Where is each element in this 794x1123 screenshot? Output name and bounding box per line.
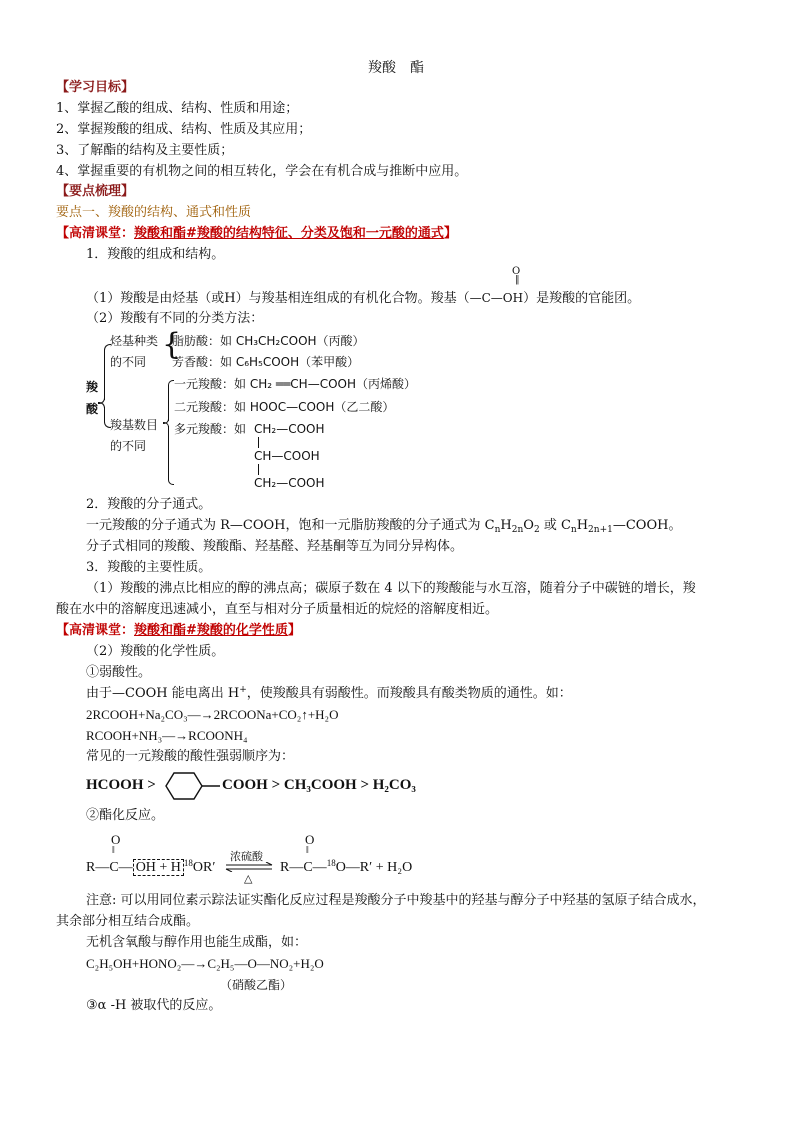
section-points-heading: 【要点梳理】 (56, 184, 135, 199)
eq-oxygen: O (305, 832, 315, 847)
formula-hcooh: HCOOH > (86, 777, 156, 793)
class-root: 羧酸 (86, 380, 99, 416)
class-item: 多元羧酸：如 (174, 422, 247, 436)
equation-label: （硝酸乙酯） (220, 978, 293, 992)
list-marker: ①弱酸性。 (86, 665, 152, 680)
carboxyl-group: —C—OH (469, 291, 524, 305)
class-item: 脂肪酸：如 CH₃CH₂COOH（丙酸） (172, 334, 365, 348)
class-label: 烃基种类 (110, 334, 159, 348)
hd-class-note-2: 【高清课堂：羧酸和酯#羧酸的化学性质】 (56, 623, 301, 638)
carbonyl-oxygen: O (512, 266, 521, 277)
benzene-ring-icon (158, 770, 222, 802)
double-bond-mark: ‖ (515, 275, 520, 285)
hd-class-link-1[interactable]: 羧酸和酯#羧酸的结构特征、分类及饱和一元酸的通式 (134, 226, 444, 241)
brace-small: { (162, 327, 182, 362)
paragraph: （1）羧酸是由烃基（或H）与羧基相连组成的有机化合物。羧基（—C—OH）是羧酸的官能团。 (86, 291, 641, 306)
paragraph: 分子式相同的羧酸、羧酸酯、羟基醛、羟基酮等互为同分异构体。 (86, 539, 464, 554)
class-item: CH₂—COOH (254, 476, 325, 490)
eq-condition: △ (244, 873, 253, 885)
list-marker: ③α -H 被取代的反应。 (86, 998, 222, 1013)
equation: RCOOH+NH₃—→RCOONH₄ (86, 728, 248, 743)
paragraph: 其余部分相互结合成酯。 (56, 914, 200, 929)
class-item: CH₂—COOH (254, 422, 325, 436)
reversible-arrow-icon (224, 862, 274, 872)
goal-item: 1、掌握乙酸的组成、结构、性质和用途； (56, 101, 299, 116)
section-goals-heading: 【学习目标】 (56, 80, 135, 95)
eq-oxygen: O (111, 832, 121, 847)
formula-acids: COOH > CH₃COOH > H₂CO₃ (222, 777, 416, 793)
hd-class-link-2[interactable]: 羧酸和酯#羧酸的化学性质 (134, 623, 288, 638)
class-item: 芳香酸：如 C₆H₅COOH（苯甲酸） (172, 355, 360, 369)
class-label: 羧基数目 (110, 418, 159, 432)
goal-item: 3、了解酯的结构及主要性质； (56, 143, 234, 158)
paragraph: 常见的一元羧酸的酸性强弱顺序为： (86, 749, 295, 764)
paragraph: 由于—COOH 能电离出 H+，使羧酸具有弱酸性。而羧酸具有酸类物质的通性。如： (86, 685, 572, 701)
paragraph: 酸在水中的溶解度迅速减小，直至与相对分子质量相近的烷烃的溶解度相近。 (56, 602, 499, 617)
class-item: 一元羧酸：如 CH₂ ══CH—COOH（丙烯酸） (174, 377, 416, 391)
paragraph: 无机含氧酸与醇作用也能生成酯，如： (86, 935, 308, 950)
equation: 2RCOOH+Na₂CO₃—→2RCOONa+CO₂↑+H₂O (86, 707, 339, 722)
class-item: CH—COOH (254, 449, 320, 463)
subheading: 3．羧酸的主要性质。 (86, 560, 212, 575)
goal-item: 2、掌握羧酸的组成、结构、性质及其应用； (56, 122, 312, 137)
class-label: 的不同 (110, 439, 147, 453)
paragraph: 一元羧酸的分子通式为 R—COOH，饱和一元脂肪羧酸的分子通式为 $C_nH_{2n}O_2$ 或 $C_nH_{2n+1}—COOH$。 (86, 518, 682, 535)
double-bond-mark: ‖ (112, 845, 115, 856)
paragraph: （1）羧酸的沸点比相应的醇的沸点高；碳原子数在 4 以下的羧酸能与水互溶，随着分子中碳链的增长，羧 (86, 581, 696, 596)
eq-condition: 浓硫酸 (230, 851, 263, 863)
subheading: 2．羧酸的分子通式。 (86, 497, 212, 512)
paragraph: （2）羧酸的化学性质。 (86, 644, 225, 659)
class-item: 二元羧酸：如 HOOC—COOH（乙二酸） (174, 400, 395, 414)
list-marker: ②酯化反应。 (86, 808, 165, 823)
class-label: 的不同 (110, 355, 147, 369)
point1-heading: 要点一、羧酸的结构、通式和性质 (56, 205, 252, 220)
page-title: 羧酸 酯 (368, 60, 424, 76)
hd-class-note-1: 【高清课堂：羧酸和酯#羧酸的结构特征、分类及饱和一元酸的通式】 (56, 226, 457, 241)
paragraph: （2）羧酸有不同的分类方法： (86, 311, 264, 326)
eq-product: R—C—$^{18}$O—R′ + H₂O (280, 858, 413, 875)
equation: C₂H₅OH+HONO₂—→C₂H₅—O—NO₂+H₂O (86, 956, 324, 971)
goal-item: 4、掌握重要的有机物之间的相互转化，学会在有机合成与推断中应用。 (56, 164, 468, 179)
paragraph: 注意: 可以用同位素示踪法证实酯化反应过程是羧酸分子中羧基中的羟基与醇分子中羟基的氢原子结合成水， (86, 893, 706, 908)
subheading: 1．羧酸的组成和结构。 (86, 247, 225, 262)
eq-reactant: R—C— OH + H $^{18}$OR′ (86, 858, 216, 875)
double-bond-mark: ‖ (306, 845, 309, 856)
